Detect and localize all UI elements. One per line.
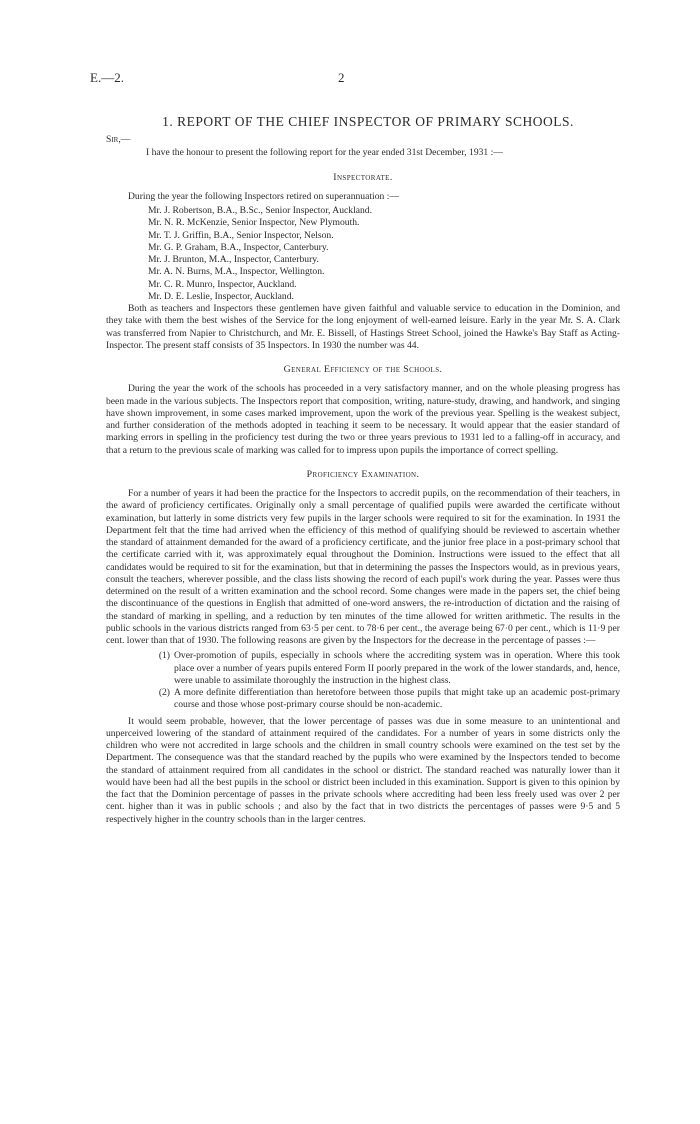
report-title: 1. REPORT OF THE CHIEF INSPECTOR OF PRIMARY SCHOOLS. bbox=[162, 114, 574, 129]
page-number: 2 bbox=[338, 70, 345, 85]
inspector-name: Mr. A. N. Burns, M.A., Inspector, Wellington. bbox=[148, 266, 325, 278]
section-heading-proficiency: Proficiency Examination. bbox=[306, 468, 420, 480]
inspector-name: Mr. J. Brunton, M.A., Inspector, Canterbury. bbox=[148, 254, 319, 265]
inspector-name: Mr. G. P. Graham, B.A., Inspector, Canterbury. bbox=[148, 241, 329, 253]
reason-item bbox=[106, 687, 620, 712]
proficiency-paragraph-2: It would seem probable, however, that the lower percentage of passes was due in some measure to an unintentional and unperceived lowering of the standard of attainment required of the candidates. For a number of years in some districts only the children who were not accredited in large schools and the children in small country schools were examined on the test set by the Department. The consequence was that the standard reached by the pupils who were examined by the Inspectors tended to become the standard of attainment required from all candidates in the school or district. The standard reached was naturally lower than it would have been had all the best pupils in the school or district been included in this examination. Support is given to this opinion by the fact that the Dominion percentage of passes in the private schools where accrediting had been less freely used was over 2 per cent. higher than it was in public schools ; and also by the fact that in two districts the percentages of passes were 9·5 and 5 respectively higher in the country schools than in the larger centres. bbox=[106, 715, 620, 825]
reason-text: A more definite differentiation than heretofore between those pupils that might take up an academic post-primary course and those whose post-primary course should be non-academic. bbox=[174, 687, 620, 711]
intro-line: I have the honour to present the following report for the year ended 31st December, 1931 :— bbox=[146, 147, 503, 159]
proficiency-paragraph-1: For a number of years it had been the practice for the Inspectors to accredit pupils, on the recommendation of their teachers, in the award of proficiency certificates. Originally only a small percentage of qualified pupils were awarded the certificate without examination, but latterly in some districts very few pupils in the larger schools were required to sit for the examination. In 1931 the Department felt that the time had arrived when the efficiency of this method of qualifying should be reviewed to ascertain whether the standard of attainment demanded for the award of a proficiency certificate, and the junior free place in a post-primary school that the certificate carried with it, was approximately equal throughout the Dominion. Instructions were issued to the effect that all candidates would be required to sit for the examination, but that in determining the passes the Inspectors would, as in previous years, consult the teachers, wherever possible, and the class lists showing the record of each pupil's work during the year. Passes were thus determined on the result of a written examination and the school record. Some changes were made in the papers set, the chief being the discontinuance of the questions in English that admitted of one-word answers, the re-introduction of dictation and the raising of the standard of marking in spelling, and a reduction by ten minutes of the time allowed for written arithmetic. The results in the public schools in the various districts ranged from 63·5 per cent. to 78·6 per cent., the average being 67·0 per cent., which is 11·9 per cent. lower than that of 1930. The following reasons are given by the Inspectors for the decrease in the percentage of passes :— bbox=[106, 488, 620, 646]
inspector-name: Mr. C. R. Munro, Inspector, Auckland. bbox=[148, 278, 297, 290]
document-reference: E.—2. bbox=[90, 70, 124, 85]
salutation: Sir,— bbox=[106, 134, 131, 145]
inspector-name: Mr. J. Robertson, B.A., B.Sc., Senior Inspector, Auckland. bbox=[148, 205, 372, 216]
inspectorate-paragraph: Both as teachers and Inspectors these gentlemen have given faithful and valuable service to education in the Dominion, and they take with them the best wishes of the Service for the long enjoyment of well-earned leisure. Early in the year Mr. S. A. Clark was transferred from Napier to Christchurch, and Mr. E. Bissell, of Hastings Street School, joined the Hawke's Bay Staff as Acting-Inspector. The present staff consists of 35 Inspectors. In 1930 the number was 44. bbox=[106, 303, 620, 351]
document-body bbox=[106, 114, 620, 826]
inspector-name: Mr. D. E. Leslie, Inspector, Auckland. bbox=[148, 290, 294, 302]
reason-number: (2) bbox=[158, 687, 170, 698]
reason-number: (1) bbox=[158, 650, 170, 662]
reasons-list bbox=[106, 650, 620, 711]
inspector-name: Mr. N. R. McKenzie, Senior Inspector, New Plymouth. bbox=[148, 217, 360, 229]
efficiency-paragraph: During the year the work of the schools has proceeded in a very satisfactory manner, and on the whole pleasing progress has been made in the various subjects. The Inspectors report that composition, writing, nature-study, drawing, and handwork, and singing have shown improvement, in some cases marked improvement, upon the work of the previous year. Spelling is the weakest subject, and further consideration of the methods adopted in teaching it seem to be necessary. It would appear that the easier standard of marking errors in spelling in the proficiency test during the two or three years previous to 1931 led to a falling-off in accuracy, and that a return to the previous scale of marking was called for to impress upon pupils the importance of correct spelling. bbox=[106, 383, 620, 456]
reason-item bbox=[106, 650, 620, 687]
reason-text: Over-promotion of pupils, especially in schools where the accrediting system was in operation. Where this took place over a number of years pupils entered Form II poorly prepared in the work of the lower standards, and, hence, were unable to assimilate thoroughly the instruction in the highest class. bbox=[174, 650, 620, 686]
section-heading-efficiency: General Efficiency of the Schools. bbox=[283, 364, 443, 375]
retirement-lead: During the year the following Inspectors retired on superannuation :— bbox=[128, 190, 399, 202]
inspector-name: Mr. T. J. Griffin, B.A., Senior Inspector, Nelson. bbox=[148, 229, 334, 241]
section-heading-inspectorate: Inspectorate. bbox=[333, 171, 393, 183]
retired-inspectors-list bbox=[148, 205, 620, 303]
